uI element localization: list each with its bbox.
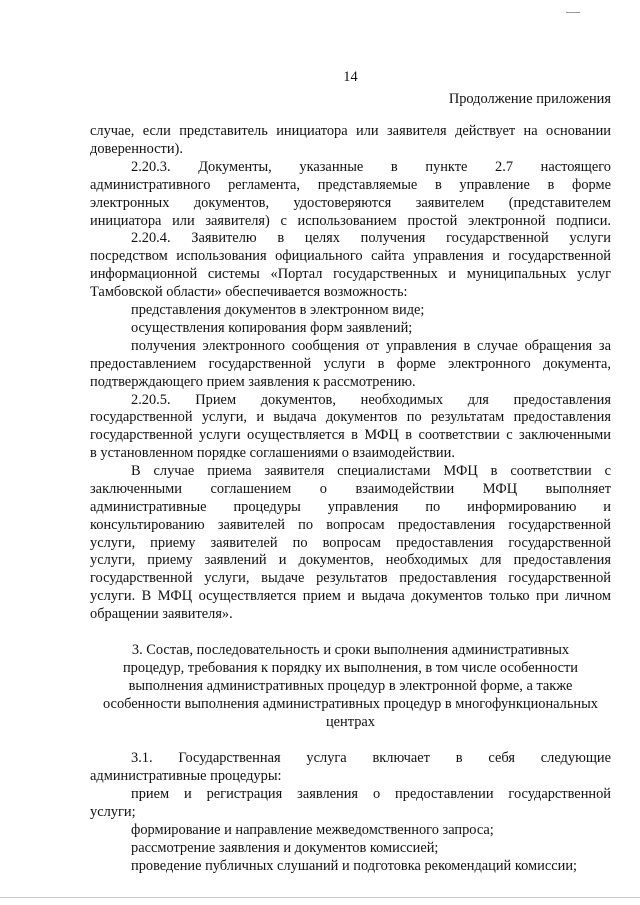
text-line: проведение публичных слушаний и подготовка рекомендаций комиссии;: [131, 858, 578, 874]
section-heading-line: особенности выполнения административных процедур в многофункциональных: [103, 696, 598, 712]
text-line: прием и регистрация заявления о предоставлении государственной: [131, 786, 611, 802]
text-line: административного регламента, представляемые в управление в форме: [90, 177, 611, 193]
text-line: информационной системы «Портал государственных и муниципальных услуг: [90, 266, 611, 282]
scan-mark-bottom: [0, 897, 640, 898]
text-line: услуги, приему заявителей по вопросам предоставления государственной: [90, 535, 611, 551]
page-number: 14: [343, 69, 358, 85]
text-line: Тамбовской области» обеспечивается возможность:: [90, 284, 408, 300]
text-line: услуги, приему заявлений и документов, необходимых для предоставления: [90, 552, 611, 568]
text-line: электронных документов, удостоверяются заявителем (представителем: [90, 195, 611, 211]
text-line: В случае приема заявителя специалистами МФЦ в соответствии с: [131, 463, 611, 479]
section-heading-line: 3. Состав, последовательность и сроки выполнения административных: [131, 642, 570, 658]
text-line: государственной услуги, и выдача документов по результатам предоставления: [90, 409, 611, 425]
text-line: в установленном порядке соглашениями о взаимодействии.: [90, 445, 455, 461]
text-line: осуществления копирования форм заявлений;: [131, 320, 413, 336]
text-line: предоставлением государственной услуги в форме электронного документа,: [90, 356, 611, 372]
text-line: случае, если представитель инициатора или заявителя действует на основании: [90, 123, 611, 139]
text-line: государственной услуги, выдаче результатов предоставления государственной: [90, 570, 611, 586]
text-line: рассмотрение заявления и документов комиссией;: [131, 840, 439, 856]
text-line: консультированию заявителей по вопросам предоставления государственной: [90, 517, 611, 533]
text-line: государственной услуги осуществляется в МФЦ в соответствии с заключенными: [90, 427, 611, 443]
continuation-note: Продолжение приложения: [448, 91, 611, 107]
text-line: 2.20.4. Заявителю в целях получения государственной услуги: [131, 230, 611, 246]
text-line: получения электронного сообщения от управления в случае обращения за: [131, 338, 611, 354]
section-heading-line: выполнения административных процедур в электронной форме, а также: [128, 678, 573, 694]
text-line: инициатора или заявителя) с использованием простой электронной подписи.: [90, 213, 611, 229]
section-heading-line: процедур, требования к порядку их выполнения, в том числе особенности: [122, 660, 579, 676]
text-line: 3.1. Государственная услуга включает в себя следующие: [131, 750, 611, 766]
text-line: формирование и направление межведомственного запроса;: [131, 822, 494, 838]
text-line: услуги. В МФЦ осуществляется прием и выдача документов только при личном: [90, 588, 611, 604]
text-line: услуги;: [90, 804, 136, 820]
text-line: представления документов в электронном виде;: [131, 302, 425, 318]
scan-mark-top: [566, 12, 580, 13]
text-line: доверенности).: [90, 141, 183, 157]
text-line: посредством использования официального сайта управления и государственной: [90, 248, 611, 264]
text-line: 2.20.5. Прием документов, необходимых для предоставления: [131, 392, 611, 408]
text-line: подтверждающего прием заявления к рассмотрению.: [90, 374, 416, 390]
text-line: административные процедуры управления по информированию и: [90, 499, 611, 515]
text-line: 2.20.3. Документы, указанные в пункте 2.7 настоящего: [131, 159, 611, 175]
section-heading-line: центрах: [325, 714, 376, 730]
text-line: заключенными соглашением о взаимодействии МФЦ выполняет: [90, 481, 611, 497]
text-line: обращении заявителя».: [90, 606, 233, 622]
text-line: административные процедуры:: [90, 768, 282, 784]
